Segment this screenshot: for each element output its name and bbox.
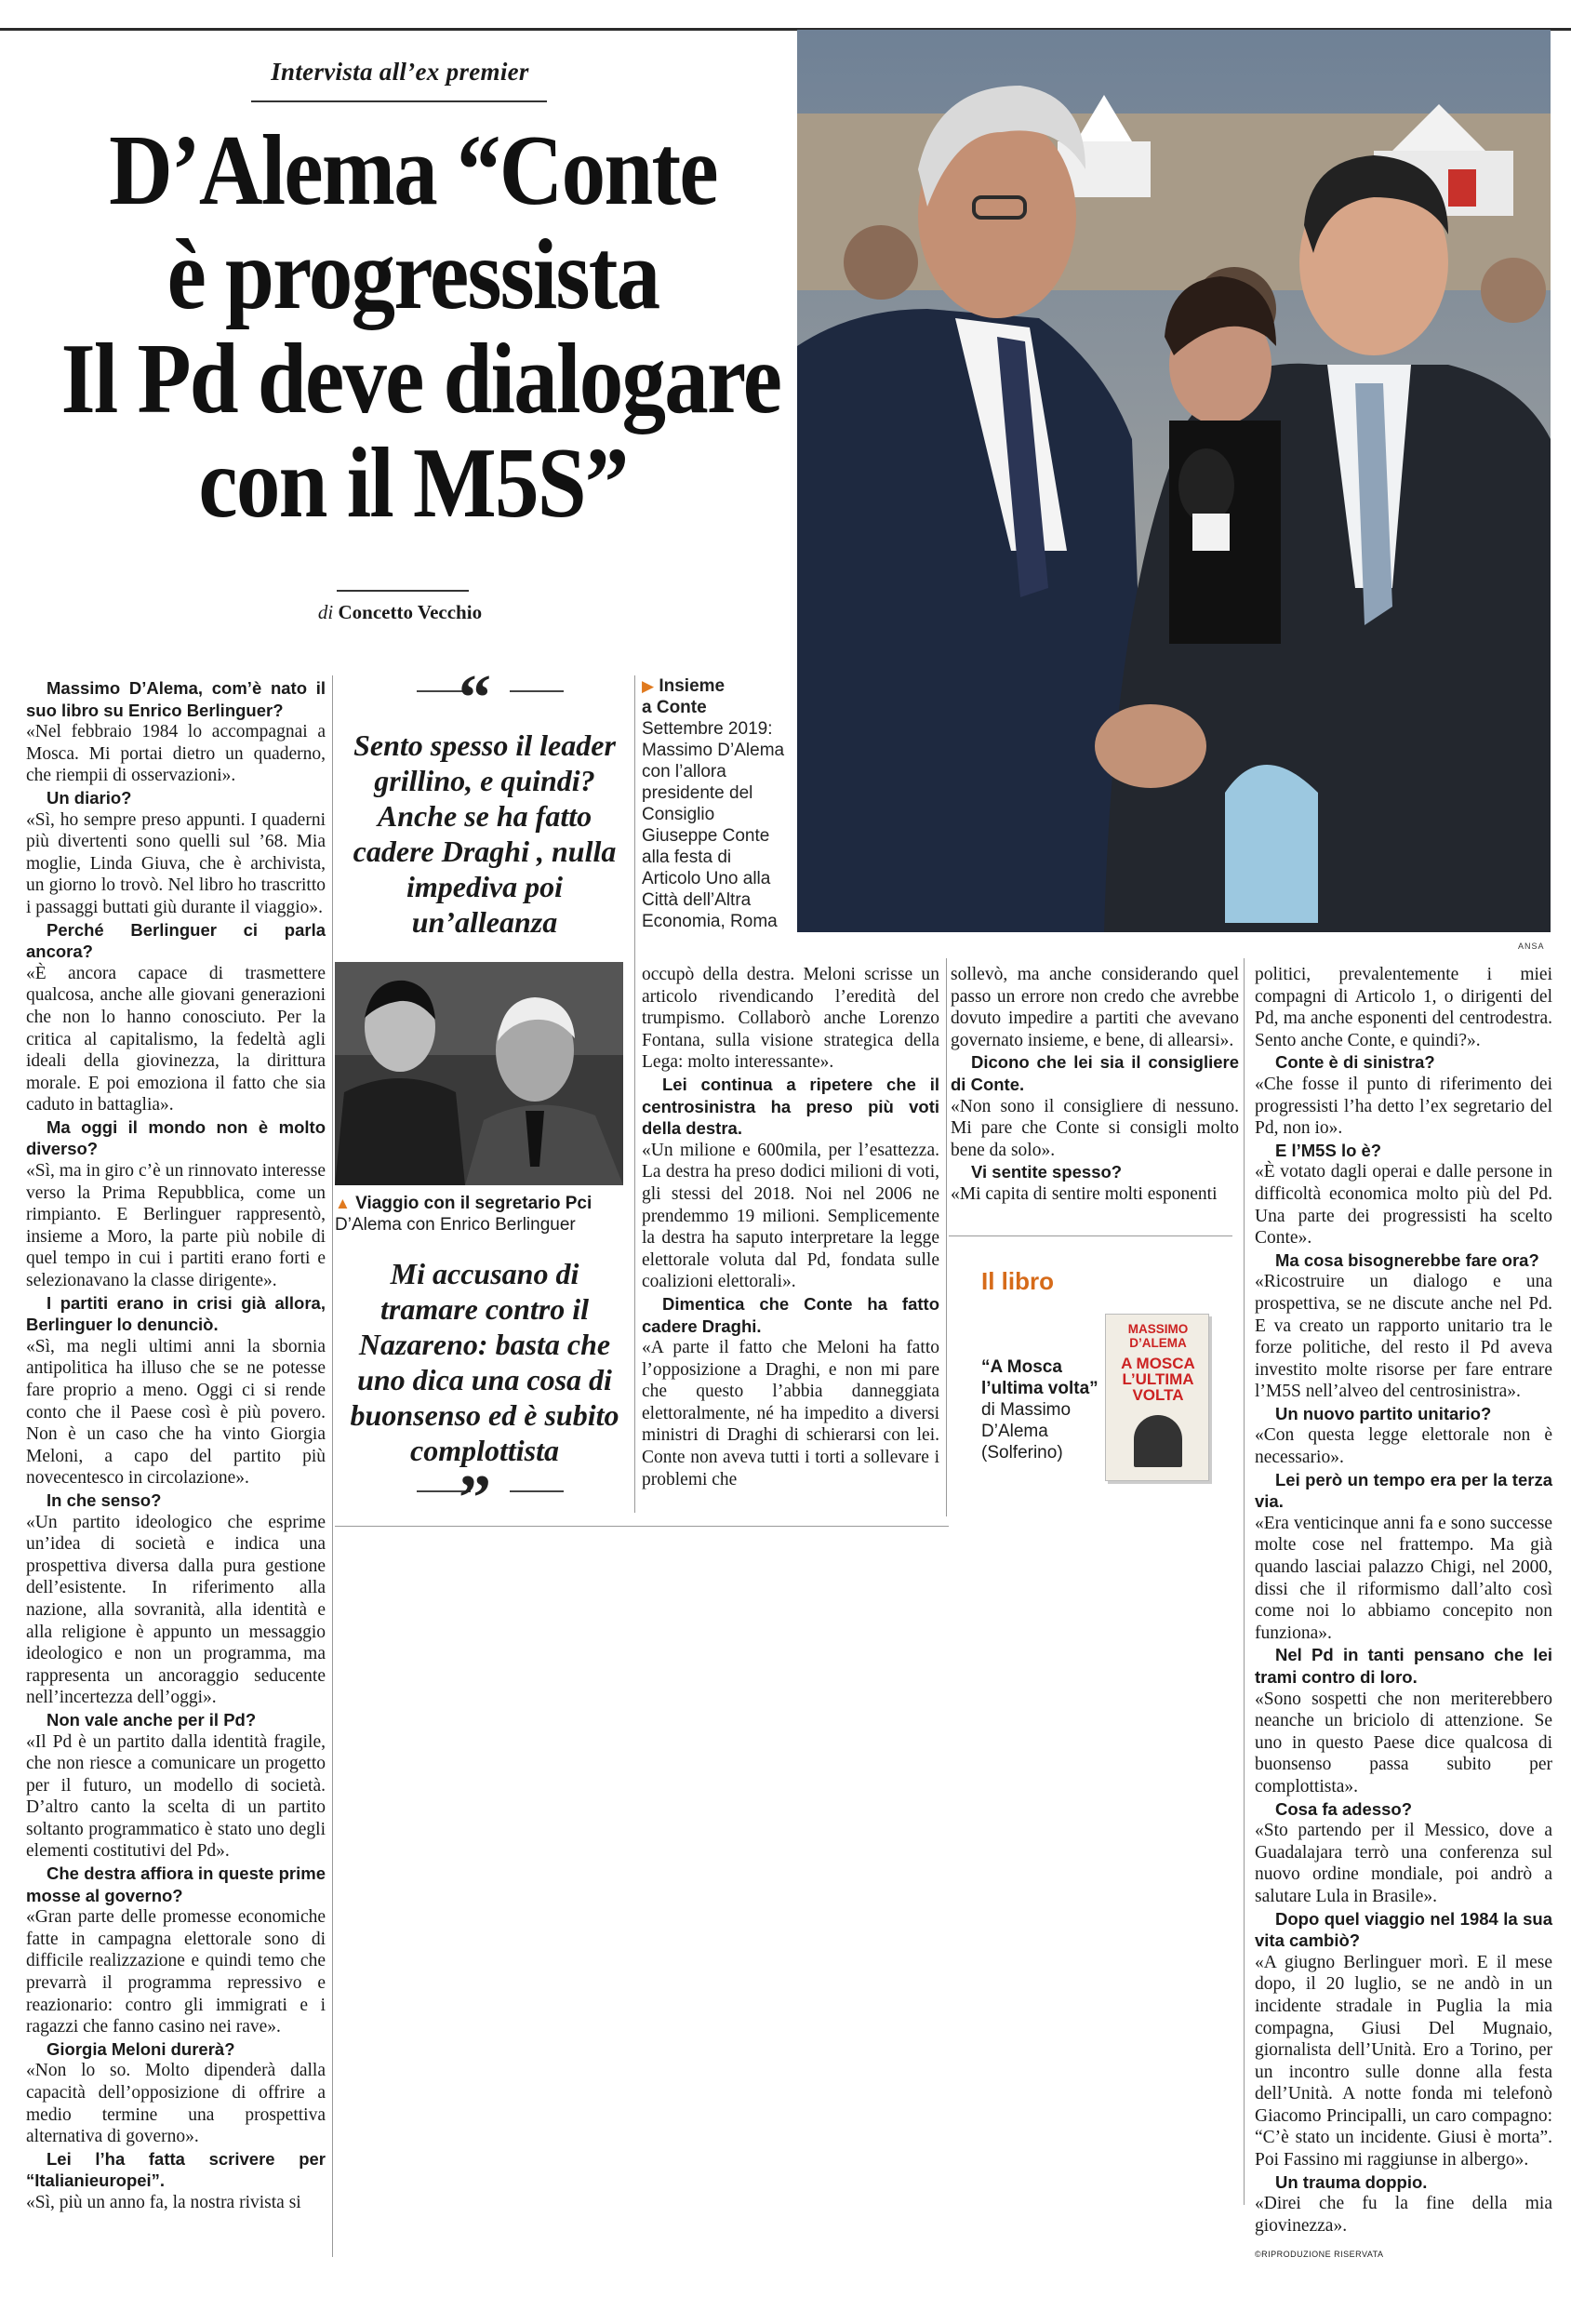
caption-viaggio-text: D’Alema con Enrico Berlinguer xyxy=(335,1215,576,1235)
interview-question: Perché Berlinguer ci parla ancora? xyxy=(26,919,326,962)
interview-question: Ma oggi il mondo non è molto diverso? xyxy=(26,1116,326,1159)
interview-answer: «Ricostruire un dialogo e una prospettiva, se ne discute anche nel Pd. E va creato un rapporto unitario tra le forze politiche, del resto il Pd aveva investito molte risorse per fare entrare l’M5S nell’alveo del centrosinistra». xyxy=(1255,1272,1552,1402)
interview-question: Un trauma doppio. xyxy=(1275,2171,1428,2192)
berlinguer-photo-illustration xyxy=(335,962,623,1185)
interview-answer: «Con questa legge elettorale non è necessario». xyxy=(1255,1425,1552,1468)
interview-answer: «Sì, ma negli ultimi anni la sbornia antipolitica ha illuso che se ne potesse fare proprio a meno. Oggi ci si rende conto che il Paese così è più povero. Non è un caso che ha vinto Giorgia Meloni, a capo del partito più novecentesco in circolazione». xyxy=(26,1336,326,1489)
interview-question: Che destra affiora in queste prime mosse al governo? xyxy=(26,1863,326,1905)
interview-answer: «Sì, ho sempre preso appunti. I quaderni più divertenti sono quelli sul ’68. Mia moglie, Linda Giuva, che è archivista, un giorno lo trovò. Nel libro ho trascritto i passaggi buttati giù durante il viaggio». xyxy=(26,809,326,917)
quote1-open-mark: “ xyxy=(459,662,491,734)
interview-answer: «Sono sospetti che non meriterebbero neanche un briciolo di attenzione. Se uno in questo Paese dice qualcosa di buonsenso passa subito per complottista». xyxy=(1255,1689,1552,1796)
interview-question: Conte è di sinistra? xyxy=(1275,1052,1435,1073)
caption-insieme xyxy=(642,675,791,932)
photo-credit: ANSA xyxy=(1518,942,1545,951)
book-cover-image xyxy=(1134,1415,1182,1467)
interview-answer: «Era venticinque anni fa e sono successe molte cose nel frattempo. Ma già quando lasciai palazzo Chigi, nel 2000, dissi che il riformismo dall’alto così come noi lo abbiamo concepito non funziona». xyxy=(1255,1513,1552,1643)
interview-question: Giorgia Meloni durerà? xyxy=(47,2038,235,2059)
book-cover xyxy=(1105,1314,1209,1481)
interview-answer: «A giugno Berlinguer morì. E il mese dopo, il 20 luglio, se ne andò in un incidente stradale in Puglia la mia compagna, Giusi Del Mugnaio, giornalista dell’Unità. Ero a Torino, per un incontro sulle donne alla festa dell’Unità. A notte fonda mi telefonò Giacomo Principalli, un caro compagno: “C’è stato un incidente. Giusi è morta”. Poi Fassino mi raggiunse in albergo». xyxy=(1255,1952,1552,2170)
berlinguer-photo xyxy=(335,962,623,1185)
article-column-2 xyxy=(642,964,939,1490)
byline xyxy=(186,601,614,624)
pull-quote-2: Mi accusano di tramare contro il Nazareno: basta che uno dica una cosa di buonsenso ed è subito complottista xyxy=(350,1257,619,1467)
pull-quote-1: Sento spesso il leader grillino, e quindi? Anche se ha fatto cadere Draghi , nulla impediva poi un’alleanza xyxy=(353,728,617,939)
headline-line-4: con il M5S” xyxy=(198,428,628,539)
headline-name: D’Alema xyxy=(109,115,437,226)
book-section-title: Il libro xyxy=(981,1267,1054,1295)
column-rule-2 xyxy=(634,675,635,1513)
book-info xyxy=(981,1356,1112,1463)
interview-answer: «Non lo so. Molto dipenderà dalla capacità dell’opposizione di offrire a medio termine una prospettiva alternativa di governo». xyxy=(26,2061,326,2147)
interview-question: Non vale anche per il Pd? xyxy=(47,1709,257,1730)
headline-line-3: Il Pd deve dialogare xyxy=(60,324,781,434)
interview-answer: «Il Pd è un partito dalla identità fragile, che non riesce a comunicare un progetto per il futuro, un modello di società. D’altro canto la scelta di un partito soltanto programmatico è stato uno degli elementi costitutivi del Pd». xyxy=(26,1731,326,1862)
kicker-rule xyxy=(251,100,547,102)
column-rule-3 xyxy=(946,958,947,1516)
interview-answer: «Non sono il consigliere di nessuno. Mi pare che Conte si consigli molto bene da solo». xyxy=(951,1096,1239,1160)
interview-answer: politici, prevalentemente i miei compagni di Articolo 1, o dirigenti del Pd, ma anche esponenti del centrodestra. Sento anche Conte, e quindi?». xyxy=(1255,965,1552,1050)
main-photo xyxy=(797,30,1551,932)
headline xyxy=(13,115,813,539)
caption-insieme-text: Settembre 2019: Massimo D’Alema con l’allora presidente del Consiglio Giuseppe Conte alla festa di Articolo Uno alla Città dell’Altra Economia, Roma xyxy=(642,719,785,931)
column-rule-4 xyxy=(1244,958,1245,2205)
byline-author: Concetto Vecchio xyxy=(338,601,483,623)
main-photo-illustration xyxy=(797,30,1551,932)
interview-question: Massimo D’Alema, com’è nato il suo libro su Enrico Berlinguer? xyxy=(26,678,326,720)
caption-insieme-title-1: Insieme xyxy=(659,676,726,696)
interview-question: Ma cosa bisognerebbe fare ora? xyxy=(1275,1249,1539,1270)
interview-answer: «È votato dagli operai e dalle persone in difficoltà economica molto più del Pd. Una parte dei progressisti ha scelto Conte». xyxy=(1255,1162,1552,1249)
article-column-3 xyxy=(951,964,1239,1206)
interview-question: Vi sentite spesso? xyxy=(971,1162,1123,1182)
caption-insieme-title-2: a Conte xyxy=(642,698,707,717)
interview-answer: «A parte il fatto che Meloni ha fatto l’opposizione a Draghi, e non mi pare che questo l’abbia danneggiata elettoralmente, né ha impedito a diversi ministri di Draghi di schierarsi con lei. Conte non aveva tutti i torti a sollevare i problemi che xyxy=(642,1338,939,1489)
interview-question: I partiti erano in crisi già allora, Berlinguer lo denunciò. xyxy=(26,1292,326,1335)
orange-up-triangle-icon: ▲ xyxy=(335,1195,351,1212)
interview-answer: «Un milione e 600mila, per l’esattezza. La destra ha preso dodici milioni di voti, gli stessi del 2018. Noi nel 2006 ne prendemmo 19 milioni. Semplicemente la destra ha saputo interpretare la legge elettorale voluta dal Pd, fondata sulle coalizioni elettorali». xyxy=(642,1140,939,1292)
interview-answer: «Direi che fu la fine della mia giovinezza». xyxy=(1255,2194,1552,2236)
interview-question: Dopo quel viaggio nel 1984 la sua vita cambiò? xyxy=(1255,1908,1552,1951)
quote2-close-mark: ” xyxy=(459,1463,491,1534)
book-cover-author: MASSIMO D’ALEMA xyxy=(1127,1322,1189,1350)
interview-answer: «Gran parte delle promesse economiche fatte in campagna elettorale sono di difficile realizzazione e quindi temo che prevarrà il programma repressivo e reazionario: contro gli immigrati e i ragazzi che fanno casino nei rave». xyxy=(26,1907,326,2037)
book-title: “A Mosca l’ultima volta” xyxy=(981,1357,1098,1398)
headline-line-1 xyxy=(61,115,766,226)
quote2-rule-right xyxy=(510,1490,564,1492)
interview-answer: «Sì, più un anno fa, la nostra rivista si xyxy=(26,2192,301,2212)
caption-viaggio-title: Viaggio con il segretario Pci xyxy=(355,1194,592,1213)
interview-answer: «Che fosse il punto di riferimento dei progressisti l’ha detto l’ex segretario del Pd, non io». xyxy=(1255,1074,1552,1139)
interview-answer: sollevò, ma anche considerando quel passo un errore non credo che avrebbe dovuto impedire a partiti che avevano governato insieme, e bene, di allearsi». xyxy=(951,965,1239,1050)
interview-answer: «Sto partendo per il Messico, dove a Guadalajara terrò una conferenza sul nuovo ordine mondiale, poi andrò a salutare Lula in Brasile». xyxy=(1255,1821,1552,1906)
interview-question: Lei però un tempo era per la terza via. xyxy=(1255,1469,1552,1512)
book-cover-title: A MOSCA L’ULTIMA VOLTA xyxy=(1121,1355,1195,1404)
interview-answer: occupò della destra. Meloni scrisse un articolo rivendicando l’eredità del trumpismo. Collaborò anche Lorenzo Fontana, sulla visione strategica della Lega: molto interessante». xyxy=(642,965,939,1073)
byline-prefix: di xyxy=(317,601,334,623)
interview-question: Nel Pd in tanti pensano che lei trami contro di loro. xyxy=(1255,1645,1552,1687)
quote1-rule-right xyxy=(510,690,564,692)
interview-question: Cosa fa adesso? xyxy=(1275,1798,1413,1819)
interview-question: E l’M5S lo è? xyxy=(1275,1140,1382,1160)
bottom-rule xyxy=(335,1526,949,1527)
interview-question: Un diario? xyxy=(47,787,132,808)
headline-line-2: è progressista xyxy=(166,220,659,330)
byline-rule xyxy=(337,590,469,592)
interview-question: Lei continua a ripetere che il centrosinistra ha preso più voti della destra. xyxy=(642,1074,939,1139)
interview-answer: «È ancora capace di trasmettere qualcosa, anche alle giovani generazioni che non lo hanno conosciuto. Per la critica al capitalismo, la fedeltà agli ideali della giovinezza, la dirittura morale. E poi emoziona il fatto che sia caduto in battaglia». xyxy=(26,963,326,1115)
column-rule-1 xyxy=(332,675,333,2257)
interview-answer: «Sì, ma in giro c’è un rinnovato interesse verso la Prima Repubblica, come un rimpianto. E Berlinguer rappresentò, insieme a Moro, la parte più nobile di quel tempo in cui i partiti erano forti e selezionavano la classe dirigente». xyxy=(26,1161,326,1291)
interview-answer: «Nel febbraio 1984 lo accompagnai a Mosca. Mi portai dietro un quaderno, che riempii di osservazioni». xyxy=(26,722,326,786)
headline-line-1-rest: “Conte xyxy=(457,115,717,226)
interview-question: Lei l’ha fatta scrivere per “Italianieuropei”. xyxy=(26,2148,326,2191)
interview-question: Un nuovo partito unitario? xyxy=(1275,1403,1492,1423)
interview-answer: «Un partito ideologico che esprime un’idea di società e indica una prospettiva diversa dalla pura gestione dell’esistente. In riferimento alla nazione, alla sovranità, alla identità e alla religione è appunto un messaggio ideologico e non un programma, ma rappresenta un ancoraggio seducente nell’incertezza dell’oggi». xyxy=(26,1512,326,1708)
interview-answer: «Mi capita di sentire molti esponenti xyxy=(951,1183,1218,1204)
interview-question: Dicono che lei sia il consigliere di Conte. xyxy=(951,1052,1239,1094)
kicker: Intervista all’ex premier xyxy=(271,58,529,86)
book-author-publisher: di Massimo D’Alema (Solferino) xyxy=(981,1400,1072,1463)
interview-question: Dimentica che Conte ha fatto cadere Draghi. xyxy=(642,1293,939,1336)
article-column-1 xyxy=(26,677,326,2214)
article-column-4 xyxy=(1255,964,1552,2266)
caption-viaggio xyxy=(335,1193,632,1235)
copyright-notice: ©RIPRODUZIONE RISERVATA xyxy=(1255,2250,1384,2260)
orange-triangle-icon: ▶ xyxy=(642,677,655,695)
interview-question: In che senso? xyxy=(47,1489,162,1510)
